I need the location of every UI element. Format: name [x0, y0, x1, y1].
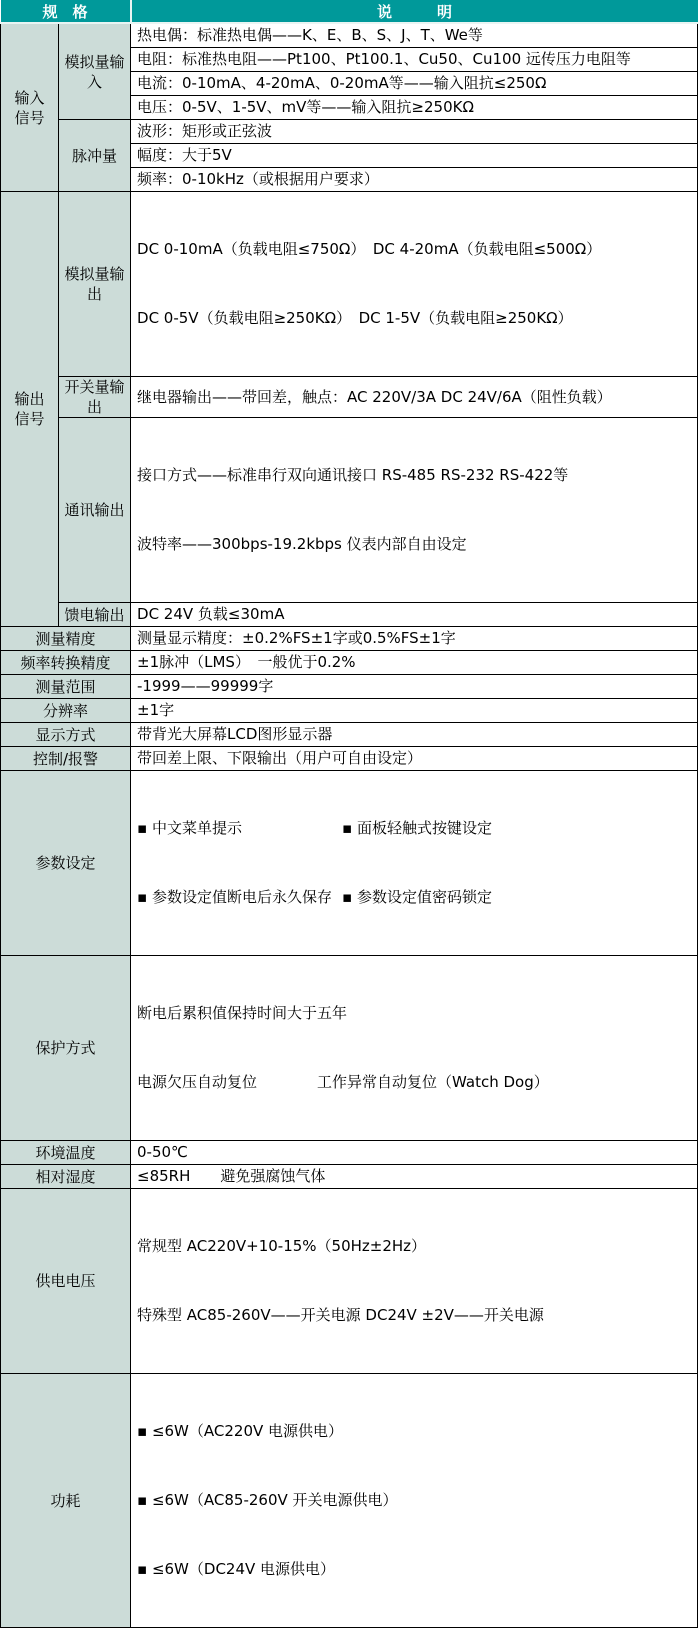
cell-thermocouple: 热电偶：标准热电偶——K、E、B、S、J、T、We等	[131, 23, 698, 48]
cell-line: 常规型 AC220V+10-15%（50Hz±2Hz）	[137, 1237, 427, 1255]
description-column-header: 说 明	[131, 0, 698, 23]
cell-display-mode: 带背光大屏幕LCD图形显示器	[131, 723, 698, 747]
cell-line: ▪ ≤6W（AC220V 电源供电）	[137, 1422, 344, 1440]
cell-ambient-temp: 0-50℃	[131, 1141, 698, 1165]
sub-label-switch-output: 开关量输出	[59, 377, 131, 418]
table-row	[1, 192, 698, 377]
param-item: ▪ 参数设定值密码锁定	[342, 888, 492, 906]
row-label-display-mode: 显示方式	[1, 723, 131, 747]
cell-line: 电源欠压自动复位 工作异常自动复位（Watch Dog）	[137, 1073, 549, 1091]
param-item: ▪ 中文菜单提示	[137, 819, 242, 837]
cell-line: 特殊型 AC85-260V——开关电源 DC24V ±2V——开关电源	[137, 1306, 544, 1324]
cell-voltage: 电压：0-5V、1-5V、mV等——输入阻抗≥250KΩ	[131, 96, 698, 120]
sub-label-analog-input: 模拟量输入	[59, 23, 131, 120]
cell-line	[137, 817, 695, 840]
cell-protection	[131, 956, 698, 1141]
cell-resistance: 电阻：标准热电阻——Pt100、Pt100.1、Cu50、Cu100 远传压力电阻等	[131, 48, 698, 72]
group-label-input-signal	[1, 23, 59, 192]
cell-line: 接口方式——标准串行双向通讯接口 RS-485 RS-232 RS-422等	[137, 466, 569, 484]
spec-column-header: 规 格	[1, 0, 131, 23]
param-item: ▪ 参数设定值断电后永久保存	[137, 888, 332, 906]
cell-waveform: 波形：矩形或正弦波	[131, 120, 698, 144]
cell-measure-range: -1999——99999字	[131, 675, 698, 699]
table-row	[1, 1165, 698, 1189]
table-row	[1, 771, 698, 956]
cell-line: DC 0-10mA（负载电阻≤750Ω） DC 4-20mA（负载电阻≤500Ω）	[137, 240, 602, 258]
cell-freq-accuracy: ±1脉冲（LMS） 一般优于0.2%	[131, 651, 698, 675]
cell-param-setting	[131, 771, 698, 956]
cell-control-alarm: 带回差上限、下限输出（用户可自由设定）	[131, 747, 698, 771]
table-row	[1, 120, 698, 144]
group-label-output-signal	[1, 192, 59, 627]
sub-label-analog-output: 模拟量输出	[59, 192, 131, 377]
table-header-row	[1, 0, 698, 23]
table-row	[1, 377, 698, 418]
group-label-line: 信号	[14, 410, 45, 428]
param-item: ▪ 面板轻触式按键设定	[342, 819, 492, 837]
sub-label-pulse: 脉冲量	[59, 120, 131, 192]
row-label-protection: 保护方式	[1, 956, 131, 1141]
cell-measure-accuracy: 测量显示精度：±0.2%FS±1字或0.5%FS±1字	[131, 627, 698, 651]
group-label-line: 信号	[14, 108, 45, 127]
group-label-line: 输入	[14, 88, 45, 107]
row-label-power-consumption: 功耗	[1, 1374, 131, 1628]
group-label-line: 输出	[14, 390, 45, 408]
table-row	[1, 956, 698, 1141]
row-label-ambient-temp: 环境温度	[1, 1141, 131, 1165]
cell-comm-output	[131, 418, 698, 603]
table-row	[1, 651, 698, 675]
table-row	[1, 723, 698, 747]
row-label-freq-accuracy: 频率转换精度	[1, 651, 131, 675]
cell-feed-output: DC 24V 负载≤30mA	[131, 603, 698, 627]
cell-frequency: 频率：0-10kHz（或根据用户要求）	[131, 168, 698, 192]
table-row	[1, 1374, 698, 1628]
cell-power-supply	[131, 1189, 698, 1374]
table-row	[1, 418, 698, 603]
cell-analog-output	[131, 192, 698, 377]
cell-resolution: ±1字	[131, 699, 698, 723]
table-row	[1, 747, 698, 771]
cell-switch-output: 继电器输出——带回差，触点：AC 220V/3A DC 24V/6A（阻性负载）	[131, 377, 698, 418]
row-label-power-supply: 供电电压	[1, 1189, 131, 1374]
cell-current: 电流：0-10mA、4-20mA、0-20mA等——输入阻抗≤250Ω	[131, 72, 698, 96]
cell-line: ▪ ≤6W（DC24V 电源供电）	[137, 1560, 336, 1578]
row-label-resolution: 分辨率	[1, 699, 131, 723]
cell-line: 断电后累积值保持时间大于五年	[137, 1004, 348, 1022]
table-row	[1, 675, 698, 699]
table-row	[1, 603, 698, 627]
row-label-param-setting: 参数设定	[1, 771, 131, 956]
table-row	[1, 1189, 698, 1374]
cell-line: DC 0-5V（负载电阻≥250KΩ） DC 1-5V（负载电阻≥250KΩ）	[137, 309, 573, 327]
table-row	[1, 1141, 698, 1165]
cell-line: 波特率——300bps-19.2kbps 仪表内部自由设定	[137, 535, 467, 553]
table-row	[1, 627, 698, 651]
sub-label-feed-output: 馈电输出	[59, 603, 131, 627]
cell-line	[137, 886, 695, 909]
row-label-control-alarm: 控制/报警	[1, 747, 131, 771]
row-label-humidity: 相对湿度	[1, 1165, 131, 1189]
row-label-measure-accuracy: 测量精度	[1, 627, 131, 651]
cell-amplitude: 幅度：大于5V	[131, 144, 698, 168]
cell-humidity: ≤85RH 避免强腐蚀气体	[131, 1165, 698, 1189]
cell-power-consumption	[131, 1374, 698, 1628]
cell-line: ▪ ≤6W（AC85-260V 开关电源供电）	[137, 1491, 398, 1509]
row-label-measure-range: 测量范围	[1, 675, 131, 699]
sub-label-comm-output: 通讯输出	[59, 418, 131, 603]
table-row	[1, 23, 698, 48]
table-row	[1, 699, 698, 723]
